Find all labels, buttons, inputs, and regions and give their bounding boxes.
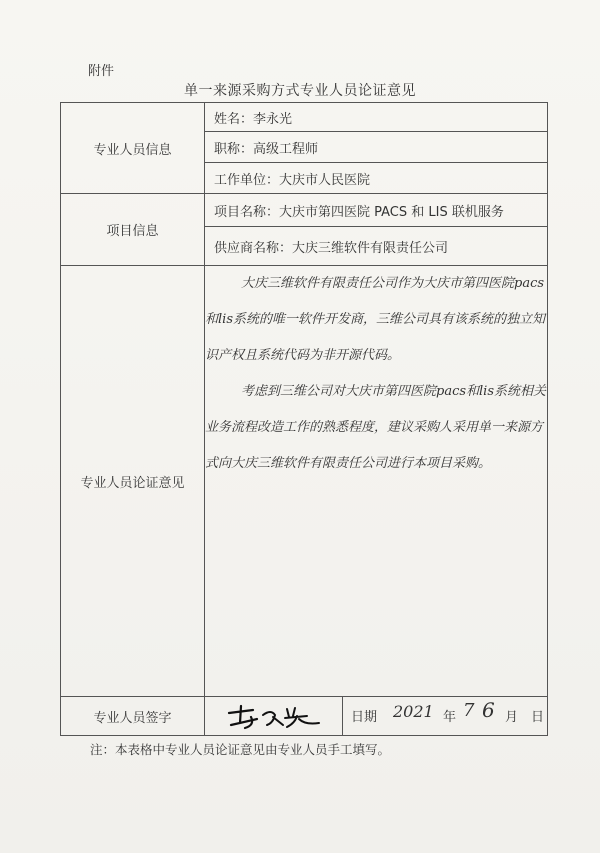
signature-cell: [205, 697, 343, 735]
project-name: 项目名称：大庆市第四医院 PACS 和 LIS 联机服务: [205, 194, 548, 227]
date-day-unit: 日: [531, 710, 545, 725]
date-day: 6: [482, 698, 495, 722]
opinion-handwritten-text: [205, 266, 548, 697]
opinion-label: 专业人员论证意见: [61, 266, 205, 697]
date-year-unit: 年: [443, 710, 457, 725]
opinion-form-table: [60, 102, 548, 736]
opinion-paragraph-1: 大庆三维软件有限责任公司作为大庆市第四医院pacs和lis系统的唯一软件开发商，三维公司具有该系统的独立知识产权且系统代码为非开源代码。: [205, 276, 545, 363]
supplier-name: 供应商名称：大庆三维软件有限责任公司: [205, 227, 548, 266]
document-title: 单一来源采购方式专业人员论证意见: [184, 83, 416, 99]
project-info-label: 项目信息: [61, 194, 205, 266]
opinion-paragraph-2: 考虑到三维公司对大庆市第四医院pacs和lis系统相关业务流程改造工作的熟悉程度，建议采购人采用单一来源方式向大庆三维软件有限责任公司进行本项目采购。: [205, 384, 547, 471]
footnote: 注：本表格中专业人员论证意见由专业人员手工填写。: [90, 742, 391, 757]
expert-name: 姓名：李永光: [205, 103, 548, 132]
expert-info-label: 专业人员信息: [61, 103, 205, 194]
annex-label: 附件: [88, 64, 115, 79]
expert-work-unit: 工作单位：大庆市人民医院: [205, 163, 548, 194]
date-month: 7: [463, 700, 475, 721]
date-year: 2021: [393, 702, 434, 721]
date-label: 日期: [351, 710, 378, 725]
expert-title: 职称：高级工程师: [205, 132, 548, 163]
signature-label: 专业人员签字: [61, 697, 205, 736]
date-cell: [343, 697, 548, 735]
date-month-unit: 月: [505, 710, 519, 725]
handwritten-signature: [223, 703, 333, 731]
